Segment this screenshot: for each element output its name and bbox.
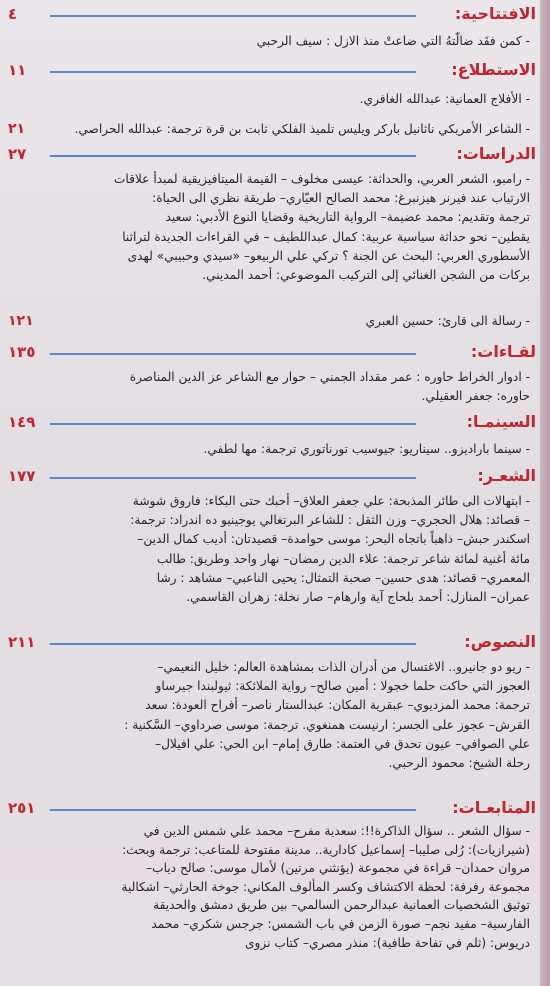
toc-line: ترجمة: محمد المزديوي– عبقرية المكان: عبدالستار ناصر– أفراح العودة: سعد xyxy=(145,698,530,713)
section-followups xyxy=(8,798,536,952)
section-header xyxy=(8,632,536,654)
section-body xyxy=(8,822,536,952)
page-number[interactable]: ١٢١ xyxy=(8,313,34,329)
section-body xyxy=(8,440,536,459)
toc-entry-translation: - الشاعر الأمريكي ناثانيل باركر ويليس تلميذ الفلكي ثابت بن قرة ترجمة: عبدالله الحراصي. xyxy=(74,122,530,136)
toc-line: الارتياب عند فيرنر هيزنبرغ: محمد الصالح العيّاري– طريقة نظري الى الحياة: xyxy=(152,191,530,206)
divider-rule xyxy=(50,71,416,73)
section-title[interactable]: النصوص: xyxy=(464,632,536,651)
section-title[interactable]: الاستطلاع: xyxy=(451,60,536,79)
toc-line: اسكندر حبش– ذاهباً باتجاه البحر: موسى حوامدة– قصيدتان: أديب كمال الدين– xyxy=(137,532,530,547)
toc-line: علي الصوافي– عيون تحدق في العتمة: طارق إمام– ابن الحي: علي افيلال– xyxy=(154,736,530,751)
page-number[interactable]: ١٧٧ xyxy=(8,467,36,485)
toc-line: العجوز التي حاكت حلما خجولا : أمين صالح– رواية الملائكة: ثيولبندا جيرساو xyxy=(155,679,530,694)
section-opening xyxy=(8,4,536,51)
toc-line: مروان حمدان– قراءة في مجموعة (يؤنثني مرتين) لأمال موسى: صالح دياب– xyxy=(146,861,530,876)
toc-line: (شيرازيات): رُلى صليبا– إسماعيل كادارية.. مدينة مفتوحة للمتاعب: ترجمة وبحث: xyxy=(122,842,530,857)
section-header xyxy=(8,466,536,488)
toc-line: الأسطوري العربي: البحث عن الجنة ؟ تركي علي الربيعو– «سيدي وحبيبي» لهدى xyxy=(127,248,530,263)
section-body xyxy=(8,90,536,109)
section-cinema xyxy=(8,412,536,459)
page-number[interactable]: ٤ xyxy=(8,5,18,23)
section-title[interactable]: السينمـا: xyxy=(466,412,536,431)
toc-line: - الأفلاج العمانية: عبدالله الغافري. xyxy=(359,92,530,106)
page-number[interactable]: ١٣٥ xyxy=(8,343,36,361)
toc-line: حاوره: جعفر العقيلي. xyxy=(421,389,530,404)
section-header xyxy=(8,798,536,820)
section-body xyxy=(8,368,536,406)
section-body xyxy=(8,658,536,773)
section-header xyxy=(8,144,536,166)
toc-line: ترجمة وتقديم: محمد عضيمة– الرواية التاريخية وقضايا النوع الأدبي: سعيد xyxy=(165,210,530,225)
page-number[interactable]: ٢١ xyxy=(8,121,26,137)
divider-rule xyxy=(50,477,416,479)
toc-line: بركات من الشجن الغنائي إلى التركيب الموضوعي: أحمد المديني. xyxy=(202,268,530,283)
divider-rule xyxy=(50,423,416,425)
toc-line: توثيق الشخصيات العمانية عبدالرحمن السالمي– بين طريق دمشق والحديقة xyxy=(153,898,530,913)
section-title[interactable]: الافتتاحية: xyxy=(454,4,536,23)
section-interviews xyxy=(8,342,536,406)
toc-line: - سينما باراديزو.. سيناريو: جيوسيب تورناتوري ترجمة: مها لطفي. xyxy=(203,442,530,456)
toc-line: مائة أغنية لمائة شاعر ترجمة: علاء الدين رمضان– نهار واحد وطريق: طالب xyxy=(156,551,530,566)
section-body xyxy=(8,32,536,51)
section-header xyxy=(8,4,536,26)
page-number[interactable]: ١١ xyxy=(8,61,27,79)
section-header xyxy=(8,412,536,434)
toc-line: القرش– عجوز على الجسر: ارنيست همنغوي. ترجمة: موسى صرداوي– السَّكنية : xyxy=(124,717,530,732)
toc-line: - كمن فقَد ضالَّتهُ التي ضاعتْ منذ الازل : سيف الرحبي xyxy=(256,34,530,48)
toc-entry-letter: - رسالة الى قارئ: حسين العبري xyxy=(365,314,530,328)
section-survey xyxy=(8,60,536,109)
page-edge xyxy=(540,0,550,986)
toc-line: يقطين– نحو حداثة سياسية عربية: كمال عبداللطيف – في القراءات الجديدة لتراثنا xyxy=(122,229,530,244)
divider-rule xyxy=(50,643,416,645)
section-studies xyxy=(8,144,536,285)
toc-line: – قصائد: هلال الحجري– وزن الثقل : للشاعر البرتغالي يوجينيو ده اندراد: ترجمة: xyxy=(130,513,530,528)
section-title[interactable]: الشعـر: xyxy=(477,466,536,485)
page-number[interactable]: ٢٧ xyxy=(8,145,27,163)
toc-line: - ابتهالات الى طائر المذبحة: علي جعفر العلاق– أحبك حتى البكاء: فاروق شوشة xyxy=(132,494,530,508)
section-body xyxy=(8,492,536,607)
toc-line: - ادوار الخراط حاوره : عمر مقداد الجمني – حوار مع الشاعر عز الدين المناصرة xyxy=(129,370,530,384)
toc-line: الفارسية– مفيد نجم– صورة الزمن في باب الشمس: جرجس شكري– محمد xyxy=(151,916,530,931)
toc-line: المعمري– قصائد: هدى حسين– صحبة التمثال: يحيى الناعبي– مشاهد : رشا xyxy=(156,570,530,585)
section-header xyxy=(8,342,536,364)
divider-rule xyxy=(50,809,416,811)
section-header xyxy=(8,60,536,82)
section-poetry xyxy=(8,466,536,607)
divider-rule xyxy=(50,15,416,17)
toc-line: رحلة الشيخ: محمود الرحبي. xyxy=(388,756,530,771)
page-number[interactable]: ١٤٩ xyxy=(8,413,36,431)
page-number[interactable]: ٢١١ xyxy=(8,633,36,651)
toc-line: عمران– المنازل: أحمد بلحاج آية وارهام– صار نخلة: زهران القاسمي. xyxy=(186,590,530,605)
section-title[interactable]: المتابعـات: xyxy=(452,798,536,817)
section-texts xyxy=(8,632,536,773)
section-title[interactable]: لقـاءات: xyxy=(470,342,536,361)
toc-line: - رامبو، الشعر العربي، والحداثة: عيسى مخلوف – القيمة الميتافيزيقية لمبدأ علاقات xyxy=(113,172,530,186)
section-title[interactable]: الدراسات: xyxy=(456,144,536,163)
divider-rule xyxy=(50,353,416,355)
page-number[interactable]: ٢٥١ xyxy=(8,799,36,817)
divider-rule xyxy=(50,155,416,157)
toc-line: - سؤال الشعر .. سؤال الذاكرة!!: سعدية مفرح– محمد علي شمس الدين في xyxy=(143,824,530,838)
toc-line: مجموعة رفرفة: لحظة الاكتشاف وكسر المألوف المكاني: جوخة الحارثي– اشكالية xyxy=(121,879,530,894)
section-body xyxy=(8,170,536,285)
toc-line: دريوس: (ثلم في تفاحة طافية): منذر مصري– كتاب نزوى xyxy=(244,935,530,950)
toc-line: - ريو دو جانيرو.. الاغتسال من أدران الذات بمشاهدة العالم: خليل النعيمي– xyxy=(157,660,530,674)
